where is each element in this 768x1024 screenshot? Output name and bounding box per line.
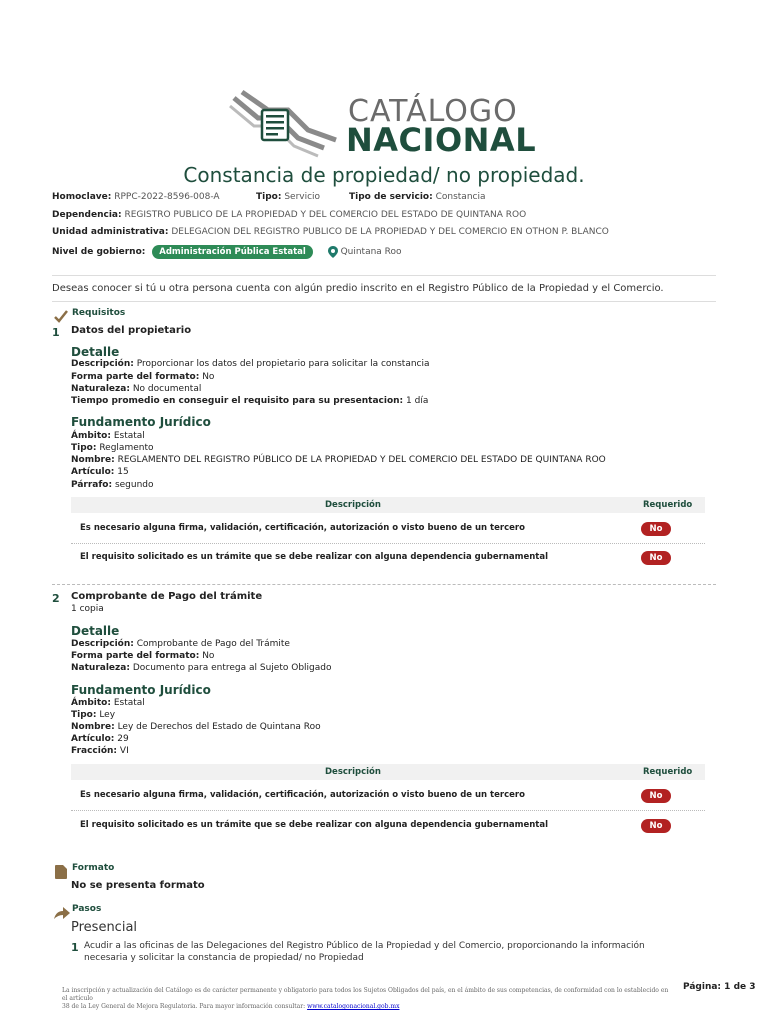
tramite-description: Deseas conocer si tú u otra persona cuenta con algún predio inscrito en el Registro Público de la Propiedad y el Comercio. [52, 283, 664, 294]
fundamento-line: Artículo: 15 [71, 467, 129, 477]
requisitos-label: Requisitos [72, 308, 126, 318]
paso-text-line1: Acudir a las oficinas de las Delegaciones del Registro Público de la Propiedad y del Comercio, proporcionando la información [84, 941, 645, 951]
catalogo-link[interactable]: www.catalogonacional.gob.mx [307, 1003, 400, 1010]
presencial-heading: Presencial [71, 920, 138, 935]
nivel-badge: Administración Pública Estatal [152, 245, 313, 259]
nivel-label: Nivel de gobierno: [52, 247, 146, 257]
status-badge: No [641, 819, 671, 833]
detail-line: Forma parte del formato: No [71, 372, 215, 382]
table-row-text: El requisito solicitado es un trámite que se debe realizar con alguna dependencia gubernamental [80, 552, 548, 562]
page-number: Página: 1 de 3 [683, 982, 756, 992]
logo-mexico-map-icon [228, 88, 348, 158]
paso-text-line2: necesaria y solicitar la constancia de propiedad/ no Propiedad [84, 953, 364, 963]
meta-unidad [52, 227, 609, 237]
document-icon [55, 864, 67, 883]
meta-tipo [256, 192, 320, 202]
status-badge: No [641, 789, 671, 803]
table-header [71, 497, 705, 513]
table-header [71, 764, 705, 780]
footer-legal-text: La inscripción y actualización del Catálogo es de carácter permanente y obligatorio para todos los Sujetos Obligados del país, en el ámbito de sus competencias, de conformidad con lo establecido en el artículo 38 de la Ley General de Mejora Regulatoria. Para mayor información consultar: www.catalogonacional.gob.mx [62, 987, 669, 1010]
divider [52, 301, 716, 302]
logo-text-catalogo: CATÁLOGO [348, 94, 518, 129]
detalle-heading: Detalle [71, 624, 120, 638]
detail-line: Tiempo promedio en conseguir el requisito para su presentacion: 1 día [71, 396, 429, 406]
fundamento-line: Tipo: Reglamento [71, 443, 154, 453]
status-badge: No [641, 551, 671, 565]
status-badge: No [641, 522, 671, 536]
fundamento-line: Ámbito: Estatal [71, 431, 145, 441]
fundamento-heading: Fundamento Jurídico [71, 415, 211, 429]
meta-nivel [52, 245, 402, 259]
row-divider [71, 810, 705, 811]
detail-line: Descripción: Proporcionar los datos del propietario para solicitar la constancia [71, 359, 430, 369]
fundamento-line: Fracción: VI [71, 746, 129, 756]
th-descripcion: Descripción [325, 500, 381, 510]
pasos-label: Pasos [72, 904, 102, 914]
req-number: 1 [52, 326, 60, 339]
fundamento-line: Tipo: Ley [71, 710, 116, 720]
fundamento-line: Ámbito: Estatal [71, 698, 145, 708]
th-descripcion: Descripción [325, 767, 381, 777]
arrow-forward-icon [54, 905, 70, 924]
detail-line: Descripción: Comprobante de Pago del Trámite [71, 639, 290, 649]
th-requerido: Requerido [643, 500, 693, 510]
formato-label: Formato [72, 863, 115, 873]
estado-value: Quintana Roo [340, 247, 402, 257]
tipo-label: Tipo: [256, 192, 282, 202]
th-requerido: Requerido [643, 767, 693, 777]
req-title: Datos del propietario [71, 325, 192, 336]
table-row-text: Es necesario alguna firma, validación, certificación, autorización o visto bueno de un tercero [80, 523, 525, 533]
detail-line: Naturaleza: Documento para entrega al Sujeto Obligado [71, 663, 332, 673]
formato-text: No se presenta formato [71, 880, 205, 891]
req-title: Comprobante de Pago del trámite [71, 591, 263, 602]
tipo-servicio-value: Constancia [435, 192, 486, 202]
meta-tipo-servicio [349, 192, 486, 202]
unidad-value: DELEGACION DEL REGISTRO PUBLICO DE LA PROPIEDAD Y DEL COMERCIO EN OTHON P. BLANCO [171, 227, 609, 237]
unidad-label: Unidad administrativa: [52, 227, 169, 237]
divider [52, 275, 716, 276]
tipo-servicio-label: Tipo de servicio: [349, 192, 433, 202]
fundamento-line: Párrafo: segundo [71, 480, 154, 490]
req-subtitle: 1 copia [71, 604, 104, 614]
detail-line: Naturaleza: No documental [71, 384, 202, 394]
detail-line: Forma parte del formato: No [71, 651, 215, 661]
homoclave-value: RPPC-2022-8596-008-A [114, 192, 220, 202]
homoclave-label: Homoclave: [52, 192, 112, 202]
fundamento-line: Artículo: 29 [71, 734, 129, 744]
meta-dependencia [52, 210, 526, 220]
fundamento-heading: Fundamento Jurídico [71, 683, 211, 697]
dependencia-label: Dependencia: [52, 210, 122, 220]
page-title: Constancia de propiedad/ no propiedad. [183, 163, 585, 187]
dependencia-value: REGISTRO PUBLICO DE LA PROPIEDAD Y DEL COMERCIO DEL ESTADO DE QUINTANA ROO [124, 210, 527, 220]
meta-row-homoclave [52, 192, 220, 202]
row-divider [71, 543, 705, 544]
detalle-heading: Detalle [71, 345, 120, 359]
check-icon [54, 308, 68, 327]
section-divider [52, 584, 716, 585]
logo-text-nacional: NACIONAL [346, 121, 537, 159]
table-row-text: El requisito solicitado es un trámite que se debe realizar con alguna dependencia gubernamental [80, 820, 548, 830]
paso-number: 1 [71, 941, 79, 954]
fundamento-line: Nombre: Ley de Derechos del Estado de Quintana Roo [71, 722, 321, 732]
req-number: 2 [52, 592, 60, 605]
location-pin-icon [328, 246, 338, 258]
fundamento-line: Nombre: REGLAMENTO DEL REGISTRO PÚBLICO DE LA PROPIEDAD Y DEL COMERCIO DEL ESTADO DE QUINTANA ROO [71, 455, 606, 465]
tipo-value: Servicio [284, 192, 321, 202]
table-row-text: Es necesario alguna firma, validación, certificación, autorización o visto bueno de un tercero [80, 790, 525, 800]
